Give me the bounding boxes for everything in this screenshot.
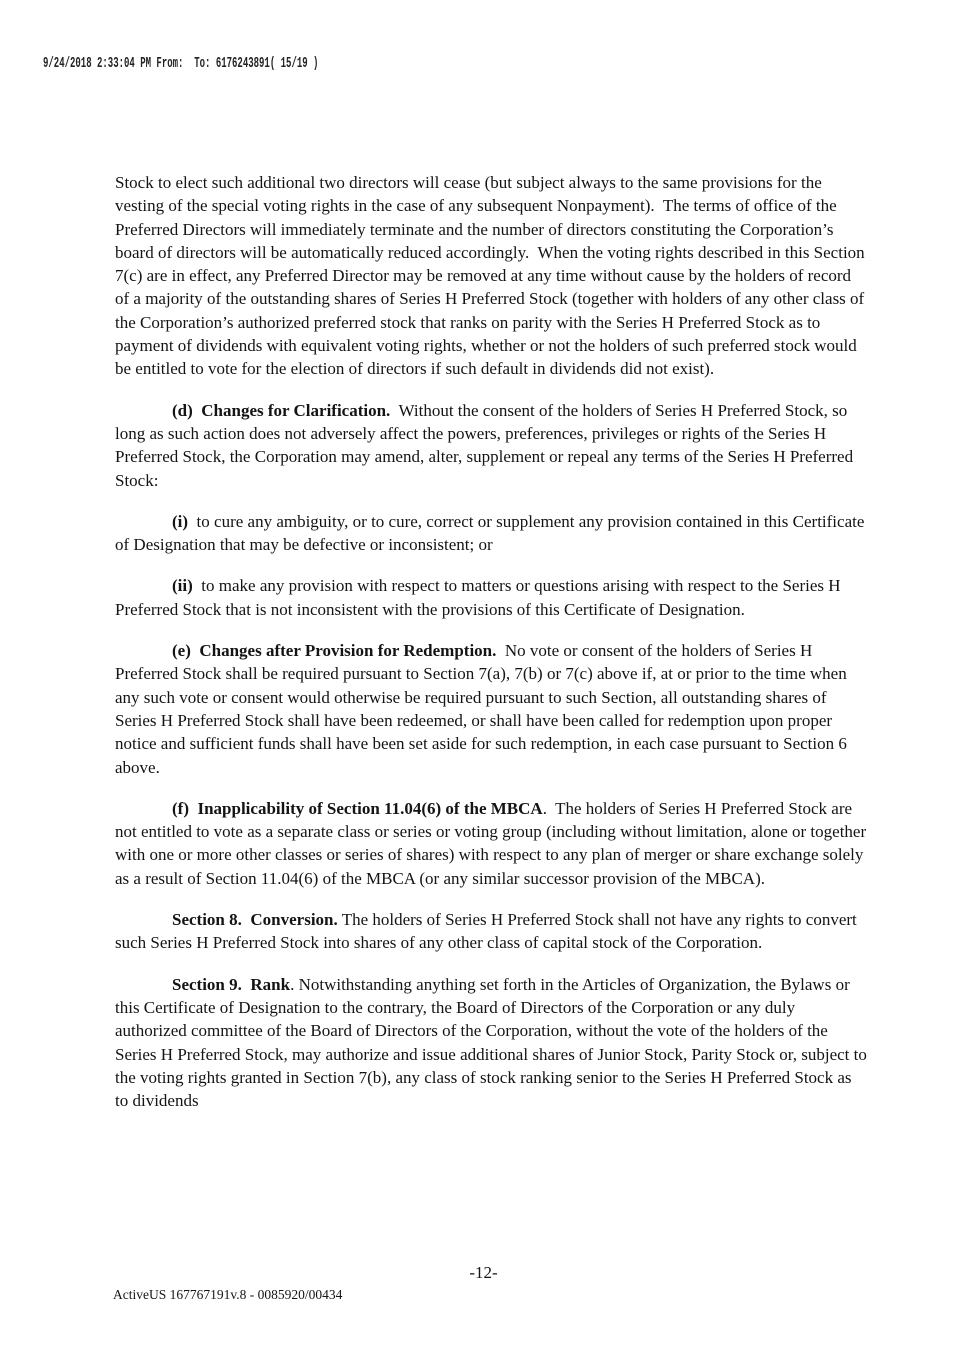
paragraph-d-changes-for-clarification	[115, 399, 867, 492]
paragraph-lead: (d) Changes for Clarification.	[172, 400, 391, 420]
fax-header-line: 9/24/2018 2:33:04 PM From: To: 6176243891( 15/19 )	[43, 55, 319, 72]
paragraph-text: Stock to elect such additional two directors will cease (but subject always to the same provisions for the vesting of the special voting rights in the case of any subsequent Nonpayment). The terms of office of the Preferred Directors will immediately terminate and the number of directors constituting the Corporation’s board of directors will be automatically reduced accordingly. When the voting rights described in this Section 7(c) are in effect, any Preferred Director may be removed at any time without cause by the holders of record of a majority of the outstanding shares of Series H Preferred Stock (together with holders of any other class of the Corporation’s authorized preferred stock that ranks on parity with the Series H Preferred Stock as to payment of dividends with equivalent voting rights, whether or not the holders of such preferred stock would be entitled to vote for the election of directors if such default in dividends did not exist).	[115, 173, 869, 379]
paragraph-text: Without the consent of the holders of Series H Preferred Stock, so long as such action does not adversely affect the powers, preferences, privileges or rights of the Series H Preferred Stock, the Corporation may amend, alter, supplement or repeal any terms of the Series H Preferred Stock:	[115, 400, 858, 490]
paragraph-e-changes-after-redemption	[115, 639, 867, 779]
document-body	[115, 171, 872, 1130]
paragraph-lead: (f) Inapplicability of Section 11.04(6) of the MBCA	[172, 798, 543, 818]
paragraph-text: to cure any ambiguity, or to cure, correct or supplement any provision contained in this Certificate of Designation that may be defective or inconsistent; or	[115, 511, 869, 555]
paragraph-f-inapplicability-mbca	[115, 797, 871, 890]
paragraph-lead: (e) Changes after Provision for Redemption.	[172, 641, 497, 661]
paragraph-continuation-voting-rights	[115, 171, 867, 381]
paragraph-lead: Section 8. Conversion.	[172, 910, 338, 930]
paragraph-text: . The holders of Series H Preferred Stock are not entitled to vote as a separate class or series or voting group (including without limitation, alone or together with one or more other classes or series of shares) with respect to any plan of merger or share exchange solely as a result of Section 11.04(6) of the MBCA (or any similar successor provision of the MBCA).	[115, 798, 871, 888]
paragraph-lead: (ii)	[172, 576, 193, 596]
page-number: -12-	[469, 1263, 498, 1282]
paragraph-text: . Notwithstanding anything set forth in the Articles of Organization, the Bylaws or this Certificate of Designation to the contrary, the Board of Directors of the Corporation or any duly authorized committee of the Board of Directors of the Corporation, without the vote of the holders of the Series H Preferred Stock, may authorize and issue additional shares of Junior Stock, Parity Stock or, subject to the voting rights granted in Section 7(b), any class of stock ranking senior to the Series H Preferred Stock as to dividends	[115, 974, 872, 1111]
paragraph-lead: Section 9. Rank	[172, 974, 291, 994]
paragraph-text: No vote or consent of the holders of Series H Preferred Stock shall be required pursuant to Section 7(a), 7(b) or 7(c) above if, at or prior to the time when any such vote or consent would otherwise be required pursuant to such Section, all outstanding shares of Series H Preferred Stock shall have been redeemed, or shall have been called for redemption upon proper notice and sufficient funds shall have been set aside for such redemption, in each case pursuant to Section 6 above.	[115, 641, 852, 777]
section-8-conversion	[115, 908, 867, 955]
paragraph-text: The holders of Series H Preferred Stock shall not have any rights to convert such Series H Preferred Stock into shares of any other class of capital stock of the Corporation.	[115, 910, 861, 953]
section-9-rank	[115, 973, 872, 1113]
clause-ii-make-provision	[115, 574, 867, 621]
paragraph-lead: (i)	[172, 511, 189, 531]
clause-i-cure-ambiguity	[115, 510, 867, 557]
fax-header	[43, 54, 502, 72]
paragraph-text: to make any provision with respect to matters or questions arising with respect to the Series H Preferred Stock that is not inconsistent with the provisions of this Certificate of Designation.	[115, 576, 845, 619]
document-id-footer: ActiveUS 167767191v.8 - 0085920/00434	[113, 1287, 343, 1302]
